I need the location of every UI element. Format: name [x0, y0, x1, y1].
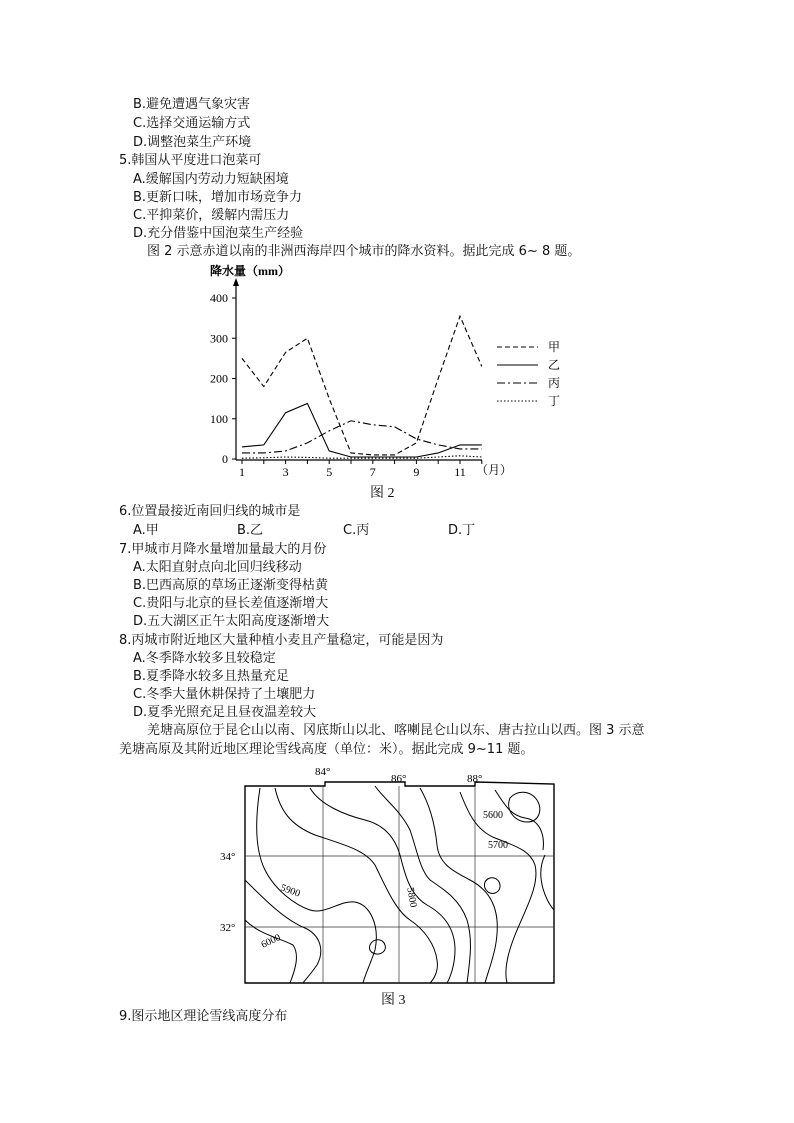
contour-label-6000: 6000	[259, 932, 283, 951]
legend-label-4: 丁	[548, 394, 561, 408]
q7-option-a: A.太阳直射点向北回归线移动	[133, 560, 302, 575]
contour-label-5700: 5700	[488, 840, 508, 851]
legend-label-3: 丙	[548, 376, 561, 390]
contour-lines	[245, 786, 554, 983]
y-tick-label: 200	[210, 371, 228, 386]
fig3-intro-line1: 羌塘高原位于昆仑山以南、冈底斯山以北、喀喇昆仑山以东、唐古拉山以西。图 3 示意	[147, 723, 645, 738]
y-tick-label: 300	[210, 331, 228, 346]
lon-label-84: 84°	[315, 766, 331, 778]
y-axis-arrow	[233, 278, 239, 286]
contour-label-5900: 5900	[278, 882, 302, 900]
series-line-3	[242, 421, 482, 453]
q5-option-b: B.更新口味，增加市场竞争力	[133, 190, 303, 205]
fig3-intro-line2: 羌塘高原及其附近地区理论雪线高度（单位：米）。据此完成 9~11 题。	[119, 742, 534, 757]
q8-option-d: D.夏季光照充足且昼夜温差较大	[133, 705, 317, 720]
lat-label-34: 34°	[220, 851, 236, 863]
chart-ylabel: 降水量（mm）	[210, 264, 290, 278]
q9-stem: 9.图示地区理论雪线高度分布	[119, 1009, 288, 1024]
contour-label-5800: 5800	[404, 886, 419, 909]
q6-option-a: A.甲	[133, 523, 159, 538]
lat-label-32: 32°	[220, 922, 236, 934]
lon-label-88: 88°	[467, 773, 483, 785]
q5-option-c: C.平抑菜价，缓解内需压力	[133, 208, 290, 223]
q6-option-b: B.乙	[237, 523, 264, 538]
q4-option-d: D.调整泡菜生产环境	[133, 135, 252, 150]
q7-option-b: B.巴西高原的草场正逐渐变得枯黄	[133, 578, 329, 593]
x-tick-label: 3	[282, 465, 289, 479]
fig3-caption: 图 3	[381, 993, 406, 1008]
fig2-intro: 图 2 示意赤道以南的非洲西海岸四个城市的降水资料。据此完成 6~ 8 题。	[147, 244, 581, 259]
x-tick-label: 9	[413, 465, 420, 479]
chart-xlabel: （月）	[476, 463, 513, 477]
x-tick-label: 5	[326, 465, 333, 479]
q8-stem: 8.丙城市附近地区大量种植小麦且产量稳定，可能是因为	[119, 633, 444, 648]
legend-label-1: 甲	[548, 340, 561, 354]
x-tick-label: 1	[239, 465, 245, 479]
q7-stem: 7.甲城市月降水量增加量最大的月份	[119, 542, 327, 557]
series-line-1	[242, 316, 482, 455]
q6-stem: 6.位置最接近南回归线的城市是	[119, 504, 301, 519]
q5-option-d: D.充分借鉴中国泡菜生产经验	[133, 226, 304, 241]
q4-option-c: C.选择交通运输方式	[133, 116, 251, 131]
x-tick-label: 11	[454, 465, 466, 479]
y-tick-label: 0	[222, 452, 228, 466]
q7-option-c: C.贵阳与北京的昼长差值逐渐增大	[133, 596, 329, 611]
y-tick-label: 100	[210, 411, 228, 426]
series-line-2	[242, 403, 482, 457]
legend-label-2: 乙	[548, 358, 561, 372]
q5-stem: 5.韩国从平度进口泡菜可	[119, 153, 262, 168]
snowline-contour-map	[205, 760, 575, 990]
q5-option-a: A.缓解国内劳动力短缺困境	[133, 172, 289, 187]
lon-label-86: 86°	[391, 773, 407, 785]
map-frame	[245, 782, 554, 983]
precipitation-chart	[200, 262, 570, 482]
y-tick-label: 400	[210, 291, 228, 305]
x-tick-label: 7	[369, 465, 376, 479]
q8-option-c: C.冬季大量休耕保持了土壤肥力	[133, 687, 316, 702]
fig2-caption: 图 2	[370, 486, 395, 501]
q7-option-d: D.五大湖区正午太阳高度逐渐增大	[133, 614, 330, 629]
q6-option-d: D.丁	[448, 523, 476, 538]
q8-option-b: B.夏季降水较多且热量充足	[133, 669, 290, 684]
q4-option-b: B.避免遭遇气象灾害	[133, 97, 251, 112]
graticule	[245, 786, 554, 983]
q6-option-c: C.丙	[343, 523, 370, 538]
contour-label-5600: 5600	[483, 810, 503, 821]
q8-option-a: A.冬季降水较多且较稳定	[133, 651, 276, 666]
